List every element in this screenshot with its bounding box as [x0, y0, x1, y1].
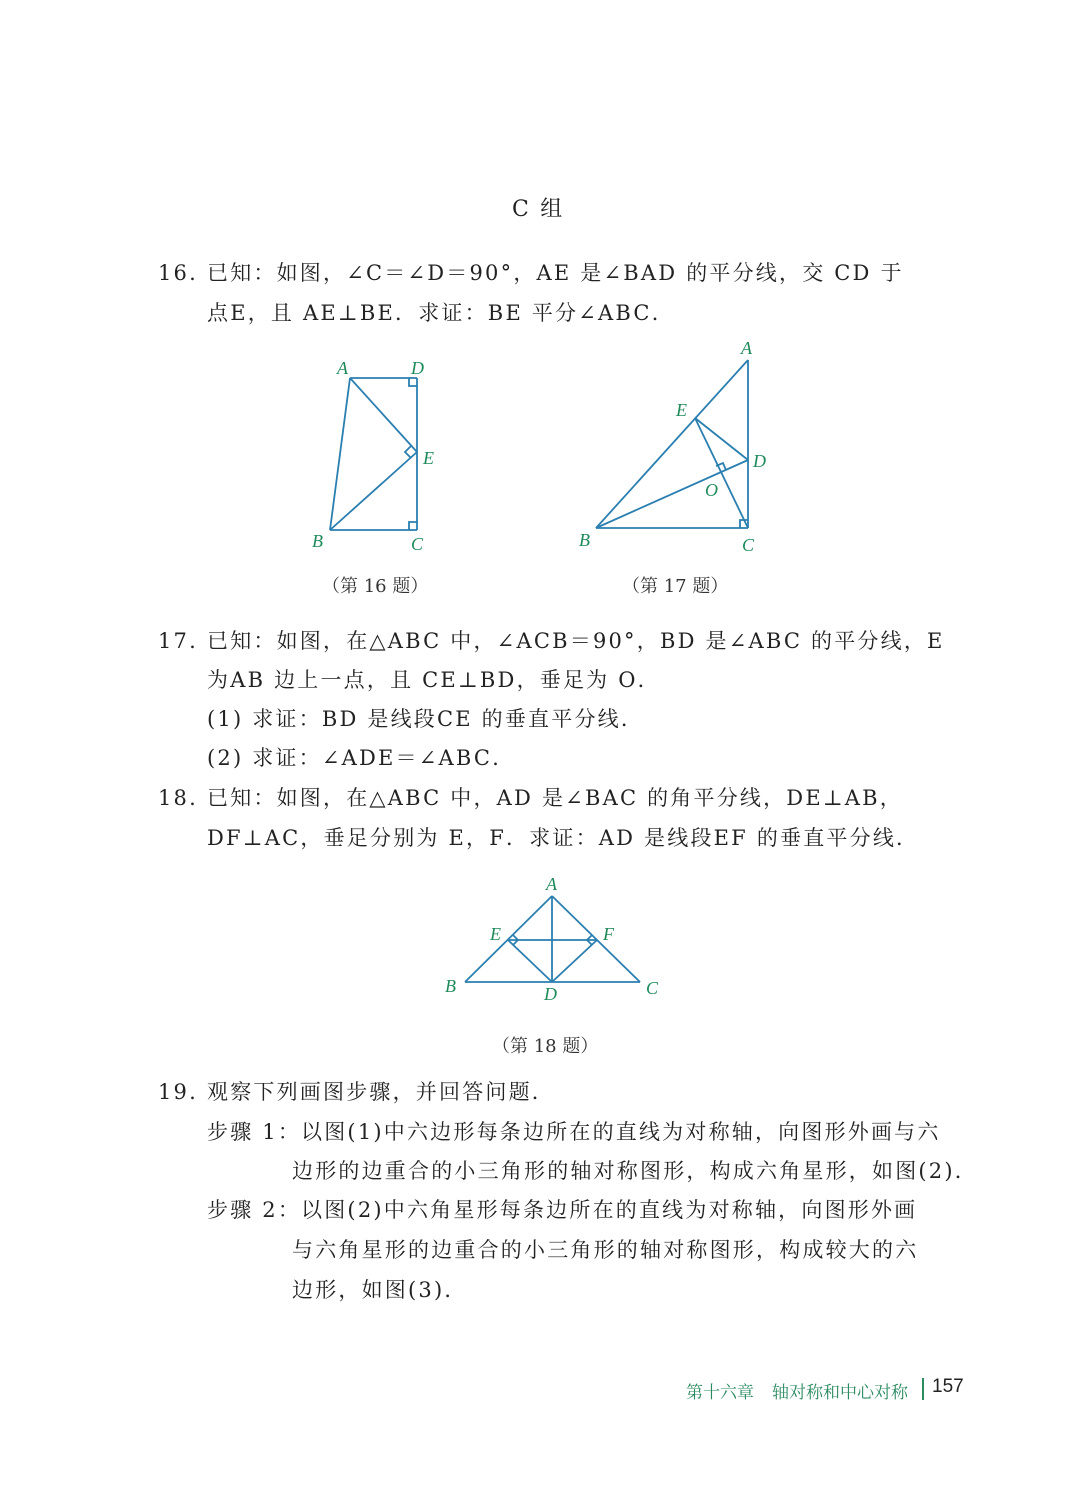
problem-number: 16. — [158, 261, 198, 285]
figure-16 — [330, 378, 417, 530]
footer-title: 轴对称和中心对称 — [772, 1383, 908, 1403]
label-e: E — [676, 400, 687, 420]
label-d: D — [753, 451, 766, 471]
problem-text: 已知：如图，在△ABC 中，AD 是∠BAC 的角平分线，DE⊥AB， — [207, 786, 904, 810]
figure-17 — [596, 360, 748, 528]
label-b: B — [579, 530, 590, 550]
footer-chapter: 第十六章 — [686, 1383, 754, 1403]
problem-text: 观察下列画图步骤，并回答问题． — [207, 1080, 555, 1104]
problem-text: 边形，如图(3)． — [292, 1278, 468, 1302]
problem-text: DF⊥AC，垂足分别为 E，F．求证：AD 是线段EF 的垂直平分线． — [207, 826, 920, 850]
problem-text: 已知：如图，在△ABC 中，∠ACB＝90°，BD 是∠ABC 的平分线，E — [207, 629, 945, 653]
problem-text: 步骤 2：以图(2)中六角星形每条边所在的直线为对称轴，向图形外画 — [207, 1198, 918, 1222]
label-a: A — [741, 338, 752, 358]
page-number: 157 — [932, 1376, 964, 1397]
label-a: A — [337, 358, 348, 378]
label-e: E — [423, 448, 434, 468]
problem-text: 步骤 1：以图(1)中六边形每条边所在的直线为对称轴，向图形外画与六 — [207, 1120, 941, 1144]
figure-caption: （第 16 题） — [322, 576, 429, 597]
label-e: E — [490, 924, 501, 944]
label-d: D — [544, 984, 557, 1004]
problem-number: 18. — [158, 786, 198, 810]
problem-text: 点E，且 AE⊥BE．求证：BE 平分∠ABC． — [207, 301, 675, 325]
problem-number: 17. — [158, 629, 198, 653]
problem-text: 为AB 边上一点，且 CE⊥BD，垂足为 O． — [207, 668, 661, 692]
label-b: B — [445, 976, 456, 996]
problem-text: (1) 求证：BD 是线段CE 的垂直平分线． — [207, 707, 645, 731]
label-a: A — [546, 874, 557, 894]
problem-text: 边形的边重合的小三角形的轴对称图形，构成六角星形，如图(2)． — [292, 1159, 978, 1183]
label-o: O — [705, 480, 718, 500]
problem-text: (2) 求证：∠ADE＝∠ABC． — [207, 746, 516, 770]
problem-number: 19. — [158, 1080, 198, 1104]
label-c: C — [646, 978, 659, 998]
label-b: B — [312, 531, 323, 551]
group-title: C 组 — [512, 197, 565, 222]
figure-caption: （第 17 题） — [622, 576, 729, 597]
footer-divider — [922, 1378, 924, 1400]
problem-text: 与六角星形的边重合的小三角形的轴对称图形，构成较大的六 — [292, 1238, 919, 1262]
label-c: C — [742, 535, 755, 555]
label-c: C — [411, 534, 424, 554]
label-f: F — [603, 924, 614, 944]
figure-caption: （第 18 题） — [492, 1036, 599, 1057]
label-d: D — [411, 358, 424, 378]
problem-text: 已知：如图，∠C＝∠D＝90°，AE 是∠BAD 的平分线，交 CD 于 — [207, 261, 904, 285]
